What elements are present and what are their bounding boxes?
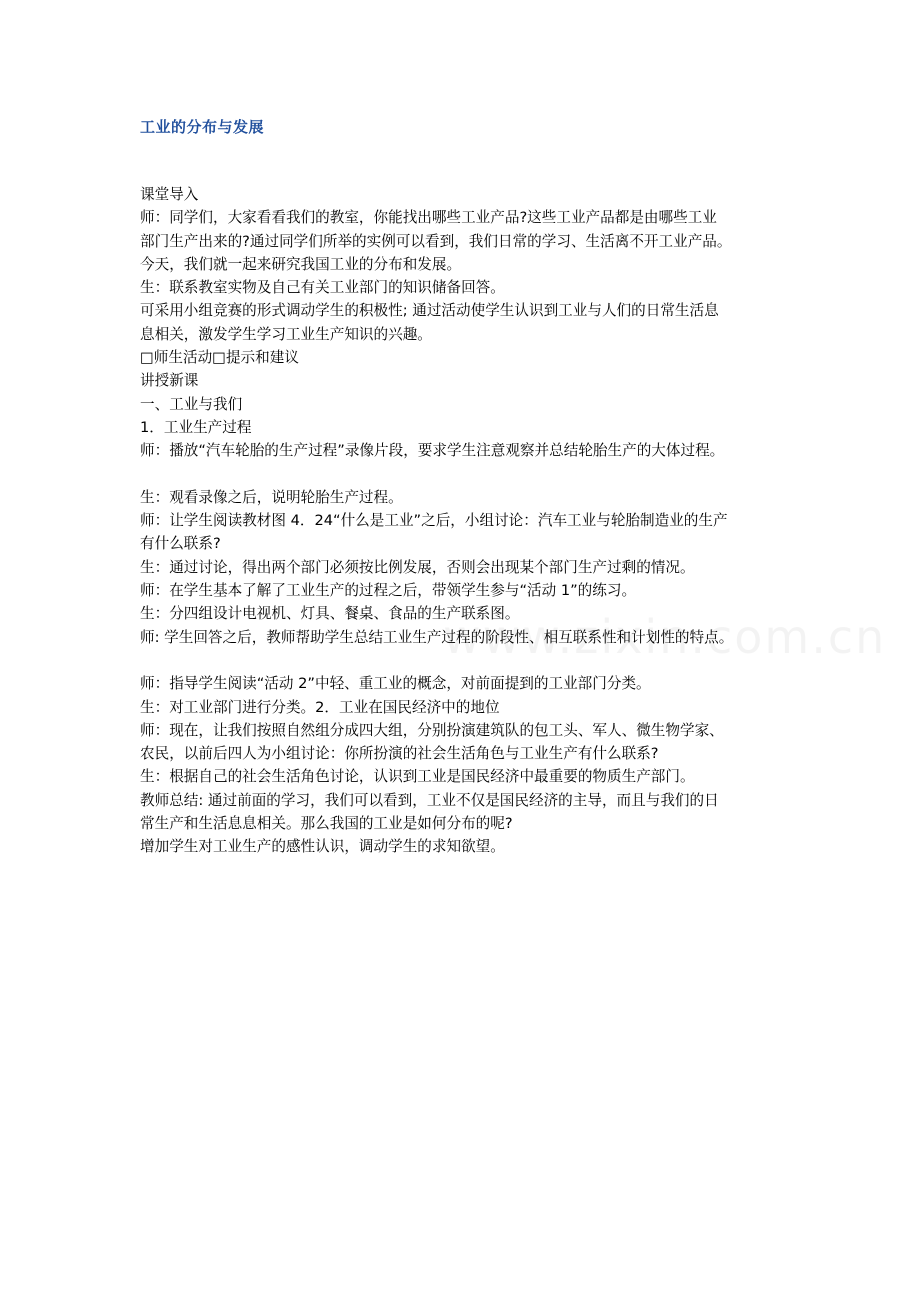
paragraph-line: 农民，以前后四人为小组讨论：你所扮演的社会生活角色与工业生产有什么联系?: [140, 745, 659, 763]
paragraph-line: 1．工业生产过程: [140, 418, 252, 436]
paragraph-line: 生：观看录像之后，说明轮胎生产过程。: [140, 488, 403, 506]
paragraph-line: 课堂导入: [140, 186, 199, 203]
document-body: [140, 183, 790, 859]
paragraph-line: 师：指导学生阅读“活动 2”中轻、重工业的概念，对前面提到的工业部门分类。: [140, 675, 651, 693]
paragraph-line: 增加学生对工业生产的感性认识，调动学生的求知欲望。: [140, 838, 505, 856]
paragraph-line: 生：通过讨论，得出两个部门必须按比例发展，否则会出现某个部门生产过剩的情况。: [140, 558, 695, 576]
paragraph-line: 师：让学生阅读教材图 4．24“什么是工业”之后，小组讨论：汽车工业与轮胎制造业的生产: [140, 512, 728, 530]
paragraph-line: 常生产和生活息息相关。那么我国的工业是如何分布的呢?: [140, 815, 513, 833]
paragraph-line: 生：根据自己的社会生活角色讨论，认识到工业是国民经济中最重要的物质生产部门。: [140, 768, 695, 786]
blank-line: [140, 463, 790, 486]
paragraph-line: 师：播放“汽车轮胎的生产过程”录像片段，要求学生注意观察并总结轮胎生产的大体过程。: [140, 442, 725, 460]
paragraph-line: □师生活动□提示和建议: [140, 349, 299, 367]
paragraph-line: 师：在学生基本了解了工业生产的过程之后，带领学生参与“活动 1”的练习。: [140, 582, 637, 600]
paragraph-line: 生：联系教室实物及自己有关工业部门的知识储备回答。: [140, 279, 505, 297]
paragraph-line: 教师总结: 通过前面的学习，我们可以看到，工业不仅是国民经济的主导，而且与我们的日: [140, 791, 719, 809]
paragraph-line: 可采用小组竞赛的形式调动学生的积极性; 通过活动使学生认识到工业与人们的日常生活息: [140, 302, 719, 320]
paragraph-line: 师：现在，让我们按照自然组分成四大组，分别扮演建筑队的包工头、军人、微生物学家、: [140, 721, 724, 739]
paragraph-line: 生：对工业部门进行分类。2．工业在国民经济中的地位: [140, 698, 500, 716]
paragraph-line: 一、工业与我们: [140, 395, 243, 413]
paragraph-line: 今天，我们就一起来研究我国工业的分布和发展。: [140, 255, 462, 273]
blank-line: [140, 649, 790, 672]
paragraph-line: 生：分四组设计电视机、灯具、餐桌、食品的生产联系图。: [140, 605, 520, 623]
paragraph-line: 部门生产出来的?通过同学们所举的实例可以看到，我们日常的学习、生活离不开工业产品。: [140, 232, 732, 250]
paragraph-line: 师: 学生回答之后，教师帮助学生总结工业生产过程的阶段性、相互联系性和计划性的特点。: [140, 628, 734, 646]
paragraph-line: 有什么联系?: [140, 535, 221, 553]
paragraph-line: 师：同学们，大家看看我们的教室，你能找出哪些工业产品?这些工业产品都是由哪些工业: [140, 209, 717, 227]
paragraph-line: 讲授新课: [140, 372, 199, 390]
document-title: 工业的分布与发展: [140, 118, 265, 136]
paragraph-line: 息相关，激发学生学习工业生产知识的兴趣。: [140, 325, 432, 343]
